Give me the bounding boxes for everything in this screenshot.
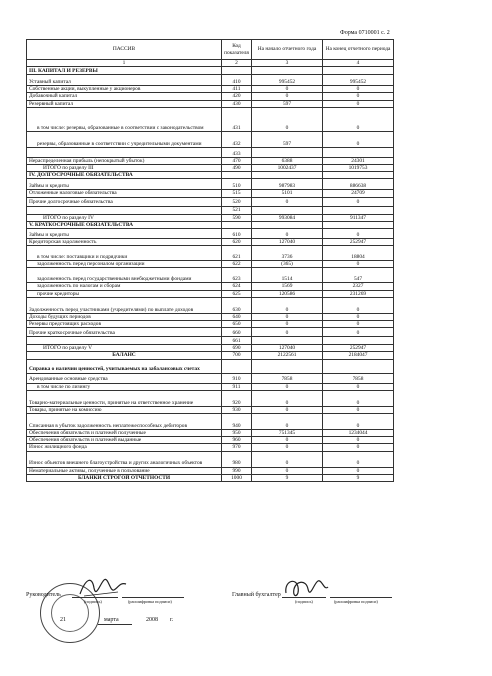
row-start-value: 0 bbox=[252, 297, 323, 313]
row-end-value: 2327 bbox=[323, 283, 394, 290]
table-row bbox=[27, 172, 394, 179]
director-label: Руководитель bbox=[26, 592, 61, 598]
table-row bbox=[27, 239, 394, 246]
row-code: 470 bbox=[222, 157, 252, 164]
row-code: 490 bbox=[222, 165, 252, 172]
table-row bbox=[27, 406, 394, 413]
row-end-value: 0 bbox=[323, 467, 394, 474]
row-code: 621 bbox=[222, 246, 252, 261]
row-end-value bbox=[323, 359, 394, 373]
row-end-value: 0 bbox=[323, 383, 394, 390]
row-name: ИТОГО по разделу III bbox=[27, 165, 222, 172]
chief-accountant-label: Главный бухгалтер bbox=[232, 592, 281, 598]
row-name: Прочие долгосрочные обязательства bbox=[27, 197, 222, 206]
row-name: Собственные акции, выкупленные у акционеров bbox=[27, 86, 222, 93]
row-end-value: 9 bbox=[323, 474, 394, 481]
row-end-value: 252947 bbox=[323, 345, 394, 352]
row-code: 410 bbox=[222, 75, 252, 86]
row-start-value: 0 bbox=[252, 321, 323, 328]
row-start-value: 1002437 bbox=[252, 165, 323, 172]
row-name: Отложенные налоговые обязательства bbox=[27, 190, 222, 197]
row-end-value: 1234044 bbox=[323, 430, 394, 437]
row-start-value bbox=[252, 147, 323, 157]
row-name: IV. ДОЛГОСРОЧНЫЕ ОБЯЗАТЕЛЬСТВА bbox=[27, 172, 222, 179]
row-name: Прочие краткосрочные обязательства bbox=[27, 328, 222, 337]
row-name: задолженность перед персоналом организации bbox=[27, 261, 222, 268]
row-start-value bbox=[252, 337, 323, 345]
row-start-value: 5101 bbox=[252, 190, 323, 197]
row-end-value: 0 bbox=[323, 313, 394, 320]
row-start-value: 3736 bbox=[252, 246, 323, 261]
row-start-value bbox=[252, 67, 323, 75]
row-name: в том числе: поставщики и подрядчики bbox=[27, 246, 222, 261]
row-code: 970 bbox=[222, 444, 252, 451]
row-end-value: 0 bbox=[323, 321, 394, 328]
row-end-value: 0 bbox=[323, 229, 394, 239]
row-code: 930 bbox=[222, 406, 252, 413]
row-code: 433 bbox=[222, 147, 252, 157]
table-row bbox=[27, 430, 394, 437]
row-end-value: 911347 bbox=[323, 214, 394, 221]
row-start-value: 6388 bbox=[252, 157, 323, 164]
row-code: 610 bbox=[222, 229, 252, 239]
row-code bbox=[222, 359, 252, 373]
row-name: Обеспечения обязательств и платежей полученные bbox=[27, 430, 222, 437]
row-code: 660 bbox=[222, 328, 252, 337]
table-row bbox=[27, 345, 394, 352]
table-row bbox=[27, 261, 394, 268]
header-name: ПАССИВ bbox=[27, 40, 222, 60]
row-end-value: 7858 bbox=[323, 373, 394, 383]
row-name: в том числе по лизингу bbox=[27, 383, 222, 390]
row-end-value: 24301 bbox=[323, 157, 394, 164]
chief-decode-line bbox=[330, 597, 392, 598]
row-name: Займы и кредиты bbox=[27, 229, 222, 239]
row-name bbox=[27, 147, 222, 157]
row-end-value: 0 bbox=[323, 131, 394, 147]
row-start-value: 597 bbox=[252, 100, 323, 107]
row-name: Товары, принятые на комиссию bbox=[27, 406, 222, 413]
row-name: III. КАПИТАЛ И РЕЗЕРВЫ bbox=[27, 67, 222, 75]
row-code: 432 bbox=[222, 131, 252, 147]
director-decode-line bbox=[122, 597, 184, 598]
row-code bbox=[222, 172, 252, 179]
row-name bbox=[27, 206, 222, 214]
table-row bbox=[27, 107, 394, 131]
row-code: 620 bbox=[222, 239, 252, 246]
row-start-value: 0 bbox=[252, 107, 323, 131]
row-start-value: 127040 bbox=[252, 239, 323, 246]
row-end-value: 886638 bbox=[323, 179, 394, 190]
row-start-value: 751345 bbox=[252, 430, 323, 437]
row-end-value: 0 bbox=[323, 93, 394, 100]
row-name: Списанная в убыток задолженность неплатежеспособных дебиторов bbox=[27, 414, 222, 430]
row-name: прочие кредиторы bbox=[27, 290, 222, 297]
row-code: 411 bbox=[222, 86, 252, 93]
row-code: 624 bbox=[222, 283, 252, 290]
row-end-value bbox=[323, 221, 394, 228]
row-name: Доходы будущих периодов bbox=[27, 313, 222, 320]
row-start-value: 7858 bbox=[252, 373, 323, 383]
row-code: 910 bbox=[222, 373, 252, 383]
row-start-value: 0 bbox=[252, 313, 323, 320]
row-code: 940 bbox=[222, 414, 252, 430]
row-start-value bbox=[252, 172, 323, 179]
table-row bbox=[27, 100, 394, 107]
table-row bbox=[27, 437, 394, 444]
row-end-value bbox=[323, 147, 394, 157]
row-end-value: 0 bbox=[323, 107, 394, 131]
table-row bbox=[27, 359, 394, 373]
row-code: 960 bbox=[222, 437, 252, 444]
director-sign-line bbox=[72, 597, 118, 598]
row-end-value bbox=[323, 172, 394, 179]
table-row bbox=[27, 283, 394, 290]
table-header-row bbox=[27, 40, 394, 60]
table-row bbox=[27, 206, 394, 214]
col-number: 1 bbox=[27, 60, 222, 67]
row-name: Резервы предстоящих расходов bbox=[27, 321, 222, 328]
row-name: Износ объектов внешнего благоустройства и других аналогичных объектов bbox=[27, 451, 222, 467]
table-row bbox=[27, 474, 394, 481]
row-start-value: 0 bbox=[252, 197, 323, 206]
row-name: Справка о наличии ценностей, учитываемых на забалансовых счетах bbox=[27, 359, 222, 373]
row-end-value: 0 bbox=[323, 86, 394, 93]
row-code: 1000 bbox=[222, 474, 252, 481]
row-name: Нематериальные активы, полученные в пользование bbox=[27, 467, 222, 474]
row-code bbox=[222, 221, 252, 228]
row-code: 420 bbox=[222, 93, 252, 100]
row-start-value: 1514 bbox=[252, 268, 323, 283]
form-code: Форма 0710001 с. 2 bbox=[340, 30, 390, 36]
row-code: 625 bbox=[222, 290, 252, 297]
table-row bbox=[27, 373, 394, 383]
table-row bbox=[27, 444, 394, 451]
table-row bbox=[27, 147, 394, 157]
row-start-value: 0 bbox=[252, 444, 323, 451]
row-code: 521 bbox=[222, 206, 252, 214]
chief-sign-caption: (подпись) bbox=[295, 599, 313, 604]
row-name bbox=[27, 337, 222, 345]
row-code: 700 bbox=[222, 352, 252, 359]
header-end: На конец отчетного периода bbox=[323, 40, 394, 60]
row-start-value: (365) bbox=[252, 261, 323, 268]
row-end-value: 24709 bbox=[323, 190, 394, 197]
row-end-value: 0 bbox=[323, 297, 394, 313]
row-start-value bbox=[252, 206, 323, 214]
table-row bbox=[27, 246, 394, 261]
row-end-value bbox=[323, 206, 394, 214]
row-start-value: 127040 bbox=[252, 345, 323, 352]
row-code: 920 bbox=[222, 390, 252, 406]
row-end-value: 0 bbox=[323, 100, 394, 107]
balance-sheet-table bbox=[26, 39, 394, 482]
table-row bbox=[27, 221, 394, 228]
col-number: 4 bbox=[323, 60, 394, 67]
row-name: задолженность перед государственными внебюджетными фондами bbox=[27, 268, 222, 283]
row-name: Обеспечения обязательств и платежей выданные bbox=[27, 437, 222, 444]
row-name: ИТОГО по разделу IV bbox=[27, 214, 222, 221]
row-code: 911 bbox=[222, 383, 252, 390]
table-row bbox=[27, 229, 394, 239]
row-start-value: 0 bbox=[252, 390, 323, 406]
row-name: в том числе: резервы, образованные в соответствии с законодательством bbox=[27, 107, 222, 131]
row-code: 661 bbox=[222, 337, 252, 345]
row-code: 630 bbox=[222, 297, 252, 313]
row-start-value: 0 bbox=[252, 93, 323, 100]
chief-decode-caption: (расшифровка подписи) bbox=[334, 599, 378, 604]
row-name: Уставный капитал bbox=[27, 75, 222, 86]
row-code: 622 bbox=[222, 261, 252, 268]
row-code: 510 bbox=[222, 179, 252, 190]
table-row bbox=[27, 67, 394, 75]
row-end-value: 0 bbox=[323, 451, 394, 467]
row-code bbox=[222, 67, 252, 75]
row-end-value: 0 bbox=[323, 261, 394, 268]
row-code: 990 bbox=[222, 467, 252, 474]
table-row bbox=[27, 214, 394, 221]
row-start-value: 120586 bbox=[252, 290, 323, 297]
row-name: Износ жилищного фонда bbox=[27, 444, 222, 451]
table-row bbox=[27, 268, 394, 283]
table-row bbox=[27, 179, 394, 190]
row-end-value bbox=[323, 337, 394, 345]
date-month: марта bbox=[104, 617, 119, 623]
row-start-value: 9 bbox=[252, 474, 323, 481]
table-row bbox=[27, 131, 394, 147]
row-start-value: 0 bbox=[252, 467, 323, 474]
row-code: 950 bbox=[222, 430, 252, 437]
row-name: Добавочный капитал bbox=[27, 93, 222, 100]
date-day: 21 bbox=[60, 617, 66, 623]
row-end-value bbox=[323, 67, 394, 75]
table-row bbox=[27, 337, 394, 345]
date-suffix: г. bbox=[170, 617, 174, 623]
table-row bbox=[27, 190, 394, 197]
row-end-value: 547 bbox=[323, 268, 394, 283]
row-name: БАЛАНС bbox=[27, 352, 222, 359]
row-code: 515 bbox=[222, 190, 252, 197]
table-body bbox=[27, 67, 394, 482]
table-row bbox=[27, 165, 394, 172]
row-start-value: 597 bbox=[252, 131, 323, 147]
row-code: 640 bbox=[222, 313, 252, 320]
director-sign-caption: (подпись) bbox=[84, 599, 102, 604]
chief-sign-line bbox=[282, 597, 326, 598]
row-start-value: 995452 bbox=[252, 75, 323, 86]
row-code: 690 bbox=[222, 345, 252, 352]
row-name: резервы, образованные в соответствии с учредительными документами bbox=[27, 131, 222, 147]
table-row bbox=[27, 86, 394, 93]
col-number: 2 bbox=[222, 60, 252, 67]
director-decode-caption: (расшифровка подписи) bbox=[128, 599, 172, 604]
row-start-value: 0 bbox=[252, 383, 323, 390]
row-start-value bbox=[252, 359, 323, 373]
row-start-value: 987983 bbox=[252, 179, 323, 190]
header-start: На начало отчетного года bbox=[252, 40, 323, 60]
row-name: Резервный капитал bbox=[27, 100, 222, 107]
table-row bbox=[27, 297, 394, 313]
table-row bbox=[27, 414, 394, 430]
row-start-value: 0 bbox=[252, 86, 323, 93]
row-code: 980 bbox=[222, 451, 252, 467]
row-end-value: 2184047 bbox=[323, 352, 394, 359]
table-row bbox=[27, 390, 394, 406]
row-start-value bbox=[252, 221, 323, 228]
row-name: ИТОГО по разделу V bbox=[27, 345, 222, 352]
table-row bbox=[27, 467, 394, 474]
row-start-value: 0 bbox=[252, 437, 323, 444]
row-start-value: 2122561 bbox=[252, 352, 323, 359]
row-start-value: 0 bbox=[252, 229, 323, 239]
table-row bbox=[27, 75, 394, 86]
row-code: 431 bbox=[222, 107, 252, 131]
row-end-value: 252947 bbox=[323, 239, 394, 246]
row-end-value: 0 bbox=[323, 437, 394, 444]
table-row bbox=[27, 383, 394, 390]
row-name: Арендованные основные средства bbox=[27, 373, 222, 383]
header-code: Код показателя bbox=[222, 40, 252, 60]
table-row bbox=[27, 157, 394, 164]
table-row bbox=[27, 328, 394, 337]
table-row bbox=[27, 93, 394, 100]
row-name: задолженность по налогам и сборам bbox=[27, 283, 222, 290]
table-number-row bbox=[27, 60, 394, 67]
row-code: 650 bbox=[222, 321, 252, 328]
row-start-value: 993084 bbox=[252, 214, 323, 221]
row-name: Нераспределенная прибыль (непокрытый убыток) bbox=[27, 157, 222, 164]
row-end-value: 18804 bbox=[323, 246, 394, 261]
row-end-value: 0 bbox=[323, 406, 394, 413]
row-name: Товарно-материальные ценности, принятые на ответственное хранение bbox=[27, 390, 222, 406]
table-row bbox=[27, 451, 394, 467]
row-end-value: 1019753 bbox=[323, 165, 394, 172]
table-row bbox=[27, 197, 394, 206]
row-code: 520 bbox=[222, 197, 252, 206]
row-start-value: 0 bbox=[252, 414, 323, 430]
table-row bbox=[27, 352, 394, 359]
row-start-value: 0 bbox=[252, 451, 323, 467]
row-end-value: 0 bbox=[323, 414, 394, 430]
row-end-value: 995452 bbox=[323, 75, 394, 86]
row-end-value: 0 bbox=[323, 444, 394, 451]
row-name: БЛАНКИ СТРОГОЙ ОТЧЕТНОСТИ bbox=[27, 474, 222, 481]
row-start-value: 0 bbox=[252, 406, 323, 413]
table-row bbox=[27, 313, 394, 320]
row-code: 590 bbox=[222, 214, 252, 221]
row-name: Задолженность перед участниками (учредителями) по выплате доходов bbox=[27, 297, 222, 313]
row-end-value: 0 bbox=[323, 328, 394, 337]
row-start-value: 1569 bbox=[252, 283, 323, 290]
row-code: 623 bbox=[222, 268, 252, 283]
row-end-value: 231269 bbox=[323, 290, 394, 297]
row-name: Кредиторская задолженность bbox=[27, 239, 222, 246]
row-name: Займы и кредиты bbox=[27, 179, 222, 190]
row-code: 430 bbox=[222, 100, 252, 107]
date-month-line bbox=[98, 624, 132, 625]
row-start-value: 0 bbox=[252, 328, 323, 337]
row-end-value: 0 bbox=[323, 197, 394, 206]
col-number: 3 bbox=[252, 60, 323, 67]
table-row bbox=[27, 290, 394, 297]
date-year: 2008 bbox=[146, 617, 158, 623]
row-end-value: 0 bbox=[323, 390, 394, 406]
table-row bbox=[27, 321, 394, 328]
row-name: V. КРАТКОСРОЧНЫЕ ОБЯЗАТЕЛЬСТВА bbox=[27, 221, 222, 228]
